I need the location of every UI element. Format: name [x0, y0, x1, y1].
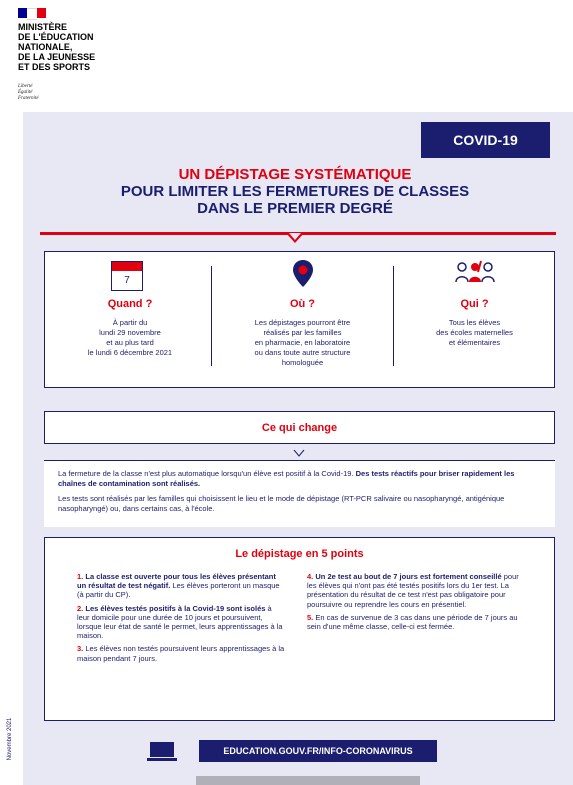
changes-text [44, 460, 555, 527]
website-link[interactable]: EDUCATION.GOUV.FR/INFO-CORONAVIRUS [199, 740, 437, 762]
title-line-2: POUR LIMITER LES FERMETURES DE CLASSES [120, 183, 470, 200]
column-where-body: Les dépistages pourront être réalisés par les familles en pharmacie, en laboratoire ou dans toute autre structure homologuée [254, 318, 351, 367]
point-1: 1. La classe est ouverte pour tous les élèves présentant un résultat de test négatif. Les élèves porteront un masque (à partir du CP). [77, 572, 280, 600]
column-who-body: Tous les élèves des écoles maternelles et élémentaires [436, 318, 513, 347]
column-when-head: Quand ? [107, 298, 153, 310]
title-line-3: DANS LE PREMIER DEGRÉ [197, 200, 393, 217]
column-where [211, 252, 394, 389]
points-title: Le dépistage en 5 points [235, 548, 364, 560]
changes-paragraph-2: Les tests sont réalisés par les familles qui choisissent le lieu et le mode de dépistage (RT-PCR salivaire ou nasopharyngé, antigénique nasopharyngé) ou, dans certains cas, à l'école. [58, 494, 505, 513]
point-5: 5. En cas de survenue de 3 cas dans une période de 7 jours au sein d'une même classe, celle-ci est fermée. [307, 612, 518, 632]
marianne-flag [18, 8, 46, 18]
arrow-down-icon [292, 446, 306, 460]
point-3: 3. Les élèves non testés poursuivent leurs apprentissages à la maison pendant 7 jours. [77, 644, 285, 663]
changes-title: Ce qui change [44, 411, 555, 444]
info-columns-box [44, 251, 555, 388]
location-pin-icon [292, 259, 314, 289]
column-who-head: Qui ? [460, 298, 489, 310]
ministry-name: MINISTÈRE DE L'ÉDUCATION NATIONALE, DE LA JEUNESSE ET DES SPORTS [18, 22, 96, 72]
points-right-column [307, 572, 519, 635]
points-box [44, 537, 555, 721]
column-when-body: À partir du lundi 29 novembre et au plus tard le lundi 6 décembre 2021 [87, 318, 173, 357]
laptop-icon [146, 739, 178, 763]
calendar-day: 7 [124, 275, 130, 286]
page-title [40, 166, 550, 217]
points-left-column [77, 572, 285, 667]
students-icon [455, 260, 495, 284]
motto: Liberté Égalité Fraternité [18, 84, 39, 101]
title-line-1: UN DÉPISTAGE SYSTÉMATIQUE [178, 166, 412, 183]
publication-date: Novembre 2021 [7, 717, 13, 761]
column-where-head: Où ? [289, 298, 316, 310]
calendar-icon [111, 261, 143, 291]
changes-paragraph-1: La fermeture de la classe n'est plus automatique lorsqu'un élève est positif à la Covid-19. Des tests réactifs pour briser rapidement les chaînes de contamination sont réalisés. [58, 469, 515, 488]
point-4: 4. Un 2e test au bout de 7 jours est fortement conseillé pour les élèves qui n'ont pas été testés positifs lors du 1er test. La présentation du résultat de ce test n'est pas obligatoire pour poursuivre ou reprendre les cours en présentiel. [307, 572, 519, 609]
column-who [393, 252, 556, 389]
covid-badge: COVID-19 [421, 122, 550, 158]
footer-strip [196, 776, 420, 785]
header [0, 0, 573, 112]
column-when [45, 252, 215, 389]
point-2: 2. Les élèves testés positifs à la Covid-19 sont isolés à leur domicile pour une durée de 10 jours et poursuivent, lorsque leur état de santé le permet, leurs apprentissages à la maison. [77, 603, 283, 641]
